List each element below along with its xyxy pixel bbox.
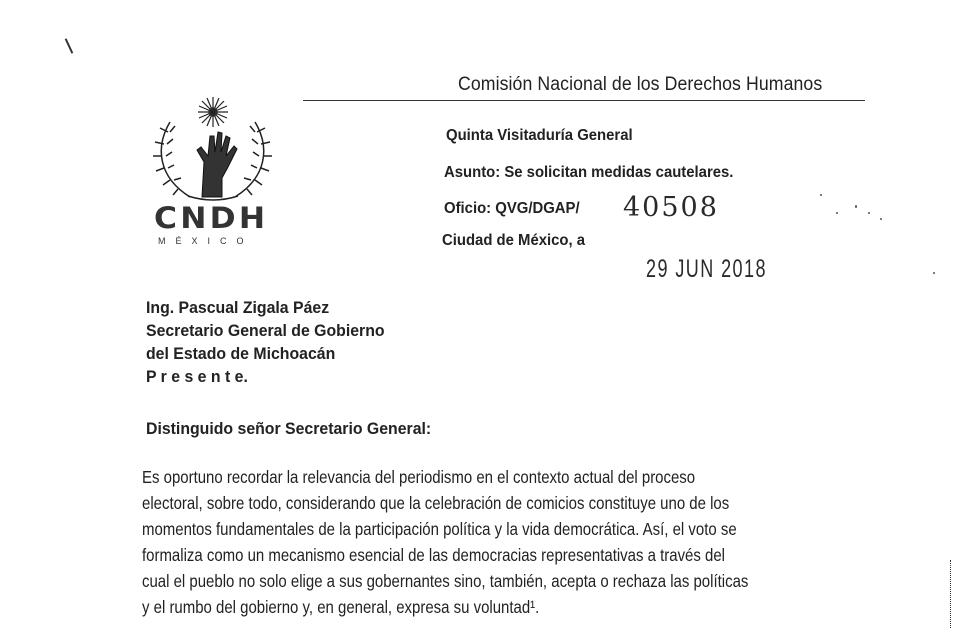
recipient-name: Ing. Pascual Zigala Páez — [146, 299, 330, 317]
scan-mark — [65, 38, 74, 53]
body-paragraph — [142, 464, 900, 620]
scan-speck — [880, 218, 882, 220]
header-rule — [303, 100, 865, 101]
place-label: Ciudad de México, a — [442, 232, 586, 249]
sun-icon — [198, 97, 228, 127]
recipient-block — [146, 297, 385, 389]
scan-speck — [868, 212, 870, 214]
laurel-left-icon — [153, 122, 190, 197]
oficio-label: Oficio: QVG/DGAP/ — [444, 200, 580, 217]
scan-speck — [820, 194, 822, 196]
paragraph-line: cual el pueblo no solo elige a sus gobernantes sino, también, acepta o rechaza las políticas — [142, 571, 749, 591]
institution-title: Comisión Nacional de los Derechos Humanos — [458, 74, 823, 95]
scan-speck — [855, 205, 857, 208]
date-stamp: 29 JUN 2018 — [646, 255, 767, 283]
subject-line: Asunto: Se solicitan medidas cautelares. — [444, 164, 734, 181]
logo-country: MÉXICO — [158, 236, 254, 246]
paragraph-line: electoral, sobre todo, considerando que la celebración de comicios constituye uno de los — [142, 493, 730, 513]
paragraph-line: formaliza como un mecanismo esencial de las democracias representativas a través del — [142, 545, 725, 565]
oficio-number-stamp: 40508 — [623, 192, 719, 223]
scan-edge-mark — [950, 560, 952, 628]
hand-icon — [197, 132, 237, 197]
scan-speck — [836, 212, 838, 214]
scan-speck — [933, 272, 935, 274]
paragraph-line: momentos fundamentales de la participación política y la vida democrática. Así, el voto se — [142, 519, 737, 539]
salutation: Distinguido señor Secretario General: — [146, 420, 432, 438]
recipient-presente: P r e s e n t e. — [146, 368, 248, 386]
paragraph-line: Es oportuno recordar la relevancia del periodismo en el contexto actual del proceso — [142, 467, 696, 487]
logo-acronym: CNDH — [154, 201, 269, 235]
laurel-right-icon — [235, 122, 272, 197]
recipient-entity: del Estado de Michoacán — [146, 345, 336, 363]
recipient-title: Secretario General de Gobierno — [146, 322, 385, 340]
office-name: Quinta Visitaduría General — [446, 127, 633, 144]
paragraph-line: y el rumbo del gobierno y, en general, expresa su voluntad¹. — [142, 597, 540, 617]
